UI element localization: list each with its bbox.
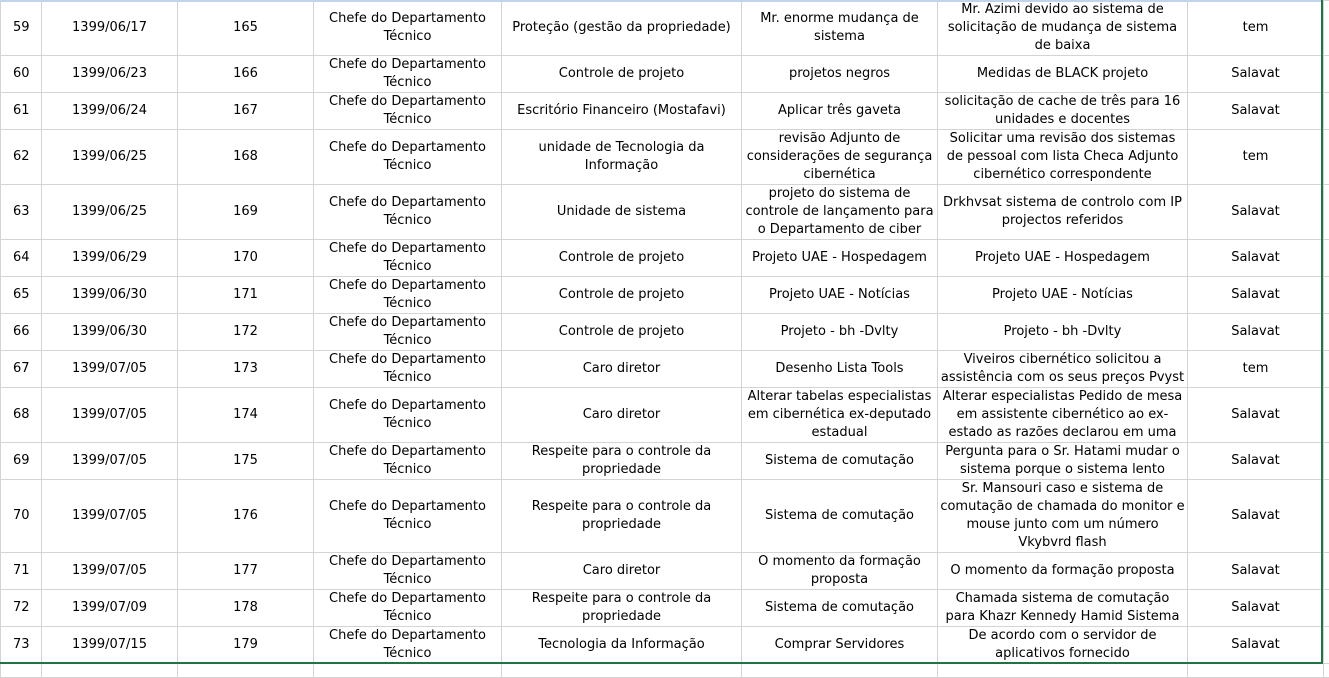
cell-date[interactable]: 1399/06/23 [42, 56, 178, 93]
cell-description[interactable]: Mr. Azimi devido ao sistema de solicitação de mudança de sistema de baixa [938, 1, 1188, 56]
table-row [1, 480, 1329, 553]
cell-subject[interactable]: Desenho Lista Tools [742, 351, 938, 388]
cell-date[interactable]: 1399/07/15 [42, 627, 178, 664]
cell-code[interactable]: 165 [178, 1, 314, 56]
table-row [1, 93, 1329, 130]
selection-bottom-border [0, 662, 1323, 664]
cell-code[interactable]: 170 [178, 240, 314, 277]
cell-role[interactable]: Chefe do Departamento Técnico [314, 351, 502, 388]
cell-status[interactable]: Salavat [1188, 627, 1324, 664]
cell-empty[interactable] [1324, 277, 1329, 314]
cell-empty[interactable] [1324, 1, 1329, 56]
cell-empty[interactable] [1324, 664, 1329, 678]
cell-description[interactable] [938, 664, 1188, 678]
table-row [1, 553, 1329, 590]
cell-code[interactable]: 169 [178, 185, 314, 240]
cell-subject[interactable]: Aplicar três gaveta [742, 93, 938, 130]
cell-code[interactable]: 167 [178, 93, 314, 130]
cell-description[interactable]: Alterar especialistas Pedido de mesa em assistente cibernético ao ex-estado as razões declarou em uma [938, 388, 1188, 443]
cell-unit[interactable]: Proteção (gestão da propriedade) [502, 1, 742, 56]
cell-subject[interactable]: Comprar Servidores [742, 627, 938, 664]
cell-code[interactable]: 172 [178, 314, 314, 351]
cell-unit[interactable]: Controle de projeto [502, 277, 742, 314]
cell-status[interactable]: Salavat [1188, 553, 1324, 590]
cell-unit[interactable]: Escritório Financeiro (Mostafavi) [502, 93, 742, 130]
cell-role[interactable]: Chefe do Departamento Técnico [314, 388, 502, 443]
cell-row-number[interactable]: 65 [1, 277, 42, 314]
cell-status[interactable]: tem [1188, 351, 1324, 388]
cell-unit[interactable]: Tecnologia da Informação [502, 627, 742, 664]
cell-role[interactable]: Chefe do Departamento Técnico [314, 185, 502, 240]
cell-date[interactable]: 1399/06/30 [42, 314, 178, 351]
cell-subject[interactable]: Sistema de comutação [742, 590, 938, 627]
cell-date[interactable]: 1399/07/05 [42, 480, 178, 553]
cell-subject[interactable]: Projeto - bh -Dvlty [742, 314, 938, 351]
cell-description[interactable]: Projeto UAE - Notícias [938, 277, 1188, 314]
cell-code[interactable]: 173 [178, 351, 314, 388]
cell-unit[interactable]: Controle de projeto [502, 56, 742, 93]
cell-unit[interactable]: Respeite para o controle da propriedade [502, 590, 742, 627]
cell-empty[interactable] [1324, 590, 1329, 627]
cell-status[interactable]: Salavat [1188, 56, 1324, 93]
table-row [1, 388, 1329, 443]
cell-empty[interactable] [1324, 314, 1329, 351]
cell-empty[interactable] [1324, 553, 1329, 590]
cell-empty[interactable] [1324, 627, 1329, 664]
cell-unit[interactable]: Unidade de sistema [502, 185, 742, 240]
cell-code[interactable] [178, 664, 314, 678]
cell-date[interactable]: 1399/06/25 [42, 185, 178, 240]
cell-date[interactable]: 1399/07/05 [42, 388, 178, 443]
cell-row-number[interactable]: 63 [1, 185, 42, 240]
cell-subject[interactable]: projeto do sistema de controle de lançamento para o Departamento de ciber [742, 185, 938, 240]
table-row [1, 351, 1329, 388]
cell-status[interactable]: Salavat [1188, 480, 1324, 553]
selection-top-border [0, 0, 1323, 2]
cell-code[interactable]: 168 [178, 130, 314, 185]
cell-status[interactable]: Salavat [1188, 277, 1324, 314]
cell-role[interactable]: Chefe do Departamento Técnico [314, 553, 502, 590]
cell-unit[interactable]: Respeite para o controle da propriedade [502, 480, 742, 553]
table-row [1, 664, 1329, 678]
table-row [1, 277, 1329, 314]
cell-code[interactable]: 177 [178, 553, 314, 590]
cell-status[interactable]: Salavat [1188, 185, 1324, 240]
cell-status[interactable]: tem [1188, 130, 1324, 185]
cell-row-number[interactable]: 73 [1, 627, 42, 664]
cell-unit[interactable]: Controle de projeto [502, 240, 742, 277]
cell-status[interactable] [1188, 664, 1324, 678]
cell-status[interactable]: Salavat [1188, 314, 1324, 351]
cell-row-number[interactable]: 64 [1, 240, 42, 277]
cell-row-number[interactable]: 70 [1, 480, 42, 553]
cell-subject[interactable]: Sistema de comutação [742, 480, 938, 553]
cell-code[interactable]: 178 [178, 590, 314, 627]
cell-description[interactable]: Medidas de BLACK projeto [938, 56, 1188, 93]
cell-empty[interactable] [1324, 185, 1329, 240]
cell-description[interactable]: Pergunta para o Sr. Hatami mudar o sistema porque o sistema lento [938, 443, 1188, 480]
cell-unit[interactable]: Caro diretor [502, 388, 742, 443]
cell-date[interactable]: 1399/06/29 [42, 240, 178, 277]
cell-description[interactable]: O momento da formação proposta [938, 553, 1188, 590]
cell-date[interactable] [42, 664, 178, 678]
table-row [1, 240, 1329, 277]
cell-subject[interactable]: projetos negros [742, 56, 938, 93]
cell-description[interactable]: solicitação de cache de três para 16 unidades e docentes [938, 93, 1188, 130]
cell-subject[interactable]: Projeto UAE - Notícias [742, 277, 938, 314]
cell-status[interactable]: Salavat [1188, 590, 1324, 627]
cell-unit[interactable]: Controle de projeto [502, 314, 742, 351]
cell-subject[interactable]: Mr. enorme mudança de sistema [742, 1, 938, 56]
cell-role[interactable]: Chefe do Departamento Técnico [314, 443, 502, 480]
cell-date[interactable]: 1399/06/25 [42, 130, 178, 185]
cell-description[interactable]: Projeto - bh -Dvlty [938, 314, 1188, 351]
cell-date[interactable]: 1399/07/05 [42, 351, 178, 388]
cell-row-number[interactable]: 61 [1, 93, 42, 130]
table-row [1, 314, 1329, 351]
cell-status[interactable]: Salavat [1188, 443, 1324, 480]
cell-unit[interactable]: unidade de Tecnologia da Informação [502, 130, 742, 185]
cell-subject[interactable] [742, 664, 938, 678]
cell-empty[interactable] [1324, 130, 1329, 185]
cell-date[interactable]: 1399/06/24 [42, 93, 178, 130]
table-row [1, 1, 1329, 56]
cell-status[interactable]: tem [1188, 1, 1324, 56]
cell-description[interactable]: Projeto UAE - Hospedagem [938, 240, 1188, 277]
cell-row-number[interactable]: 69 [1, 443, 42, 480]
cell-code[interactable]: 166 [178, 56, 314, 93]
cell-role[interactable]: Chefe do Departamento Técnico [314, 277, 502, 314]
cell-row-number[interactable]: 62 [1, 130, 42, 185]
cell-status[interactable]: Salavat [1188, 388, 1324, 443]
cell-unit[interactable]: Respeite para o controle da propriedade [502, 443, 742, 480]
table-row [1, 130, 1329, 185]
cell-subject[interactable]: Alterar tabelas especialistas em cibernética ex-deputado estadual [742, 388, 938, 443]
cell-role[interactable] [314, 664, 502, 678]
selection-right-border [1321, 0, 1323, 664]
cell-empty[interactable] [1324, 443, 1329, 480]
cell-subject[interactable]: Projeto UAE - Hospedagem [742, 240, 938, 277]
table-row [1, 443, 1329, 480]
cell-row-number[interactable]: 60 [1, 56, 42, 93]
cell-row-number[interactable]: 71 [1, 553, 42, 590]
cell-description[interactable]: Sr. Mansouri caso e sistema de comutação de chamada do monitor e mouse junto com um número Vkybvrd flash [938, 480, 1188, 553]
cell-description[interactable]: De acordo com o servidor de aplicativos fornecido [938, 627, 1188, 664]
cell-code[interactable]: 179 [178, 627, 314, 664]
cell-description[interactable]: Chamada sistema de comutação para Khazr Kennedy Hamid Sistema [938, 590, 1188, 627]
cell-role[interactable]: Chefe do Departamento Técnico [314, 93, 502, 130]
cell-unit[interactable]: Caro diretor [502, 553, 742, 590]
cell-unit[interactable]: Caro diretor [502, 351, 742, 388]
cell-code[interactable]: 174 [178, 388, 314, 443]
cell-empty[interactable] [1324, 93, 1329, 130]
cell-role[interactable]: Chefe do Departamento Técnico [314, 1, 502, 56]
cell-empty[interactable] [1324, 388, 1329, 443]
cell-date[interactable]: 1399/07/05 [42, 443, 178, 480]
cell-role[interactable]: Chefe do Departamento Técnico [314, 627, 502, 664]
cell-empty[interactable] [1324, 351, 1329, 388]
table-row [1, 627, 1329, 664]
cell-status[interactable]: Salavat [1188, 240, 1324, 277]
cell-role[interactable]: Chefe do Departamento Técnico [314, 56, 502, 93]
cell-role[interactable]: Chefe do Departamento Técnico [314, 240, 502, 277]
cell-description[interactable]: Viveiros cibernético solicitou a assistência com os seus preços Pvyst [938, 351, 1188, 388]
cell-description[interactable]: Drkhvsat sistema de controlo com IP projectos referidos [938, 185, 1188, 240]
cell-date[interactable]: 1399/06/17 [42, 1, 178, 56]
cell-unit[interactable] [502, 664, 742, 678]
cell-role[interactable]: Chefe do Departamento Técnico [314, 130, 502, 185]
cell-code[interactable]: 175 [178, 443, 314, 480]
cell-date[interactable]: 1399/06/30 [42, 277, 178, 314]
table-row [1, 56, 1329, 93]
cell-subject[interactable]: Sistema de comutação [742, 443, 938, 480]
cell-code[interactable]: 176 [178, 480, 314, 553]
cell-date[interactable]: 1399/07/09 [42, 590, 178, 627]
cell-role[interactable]: Chefe do Departamento Técnico [314, 480, 502, 553]
cell-code[interactable]: 171 [178, 277, 314, 314]
cell-empty[interactable] [1324, 56, 1329, 93]
cell-row-number[interactable] [1, 664, 42, 678]
cell-row-number[interactable]: 66 [1, 314, 42, 351]
cell-row-number[interactable]: 67 [1, 351, 42, 388]
cell-status[interactable]: Salavat [1188, 93, 1324, 130]
cell-row-number[interactable]: 59 [1, 1, 42, 56]
cell-empty[interactable] [1324, 240, 1329, 277]
table-row [1, 185, 1329, 240]
cell-subject[interactable]: revisão Adjunto de considerações de segurança cibernética [742, 130, 938, 185]
cell-subject[interactable]: O momento da formação proposta [742, 553, 938, 590]
cell-role[interactable]: Chefe do Departamento Técnico [314, 590, 502, 627]
cell-empty[interactable] [1324, 480, 1329, 553]
table-row [1, 590, 1329, 627]
cell-description[interactable]: Solicitar uma revisão dos sistemas de pessoal com lista Checa Adjunto cibernético correspondente [938, 130, 1188, 185]
cell-row-number[interactable]: 68 [1, 388, 42, 443]
cell-role[interactable]: Chefe do Departamento Técnico [314, 314, 502, 351]
cell-date[interactable]: 1399/07/05 [42, 553, 178, 590]
cell-row-number[interactable]: 72 [1, 590, 42, 627]
